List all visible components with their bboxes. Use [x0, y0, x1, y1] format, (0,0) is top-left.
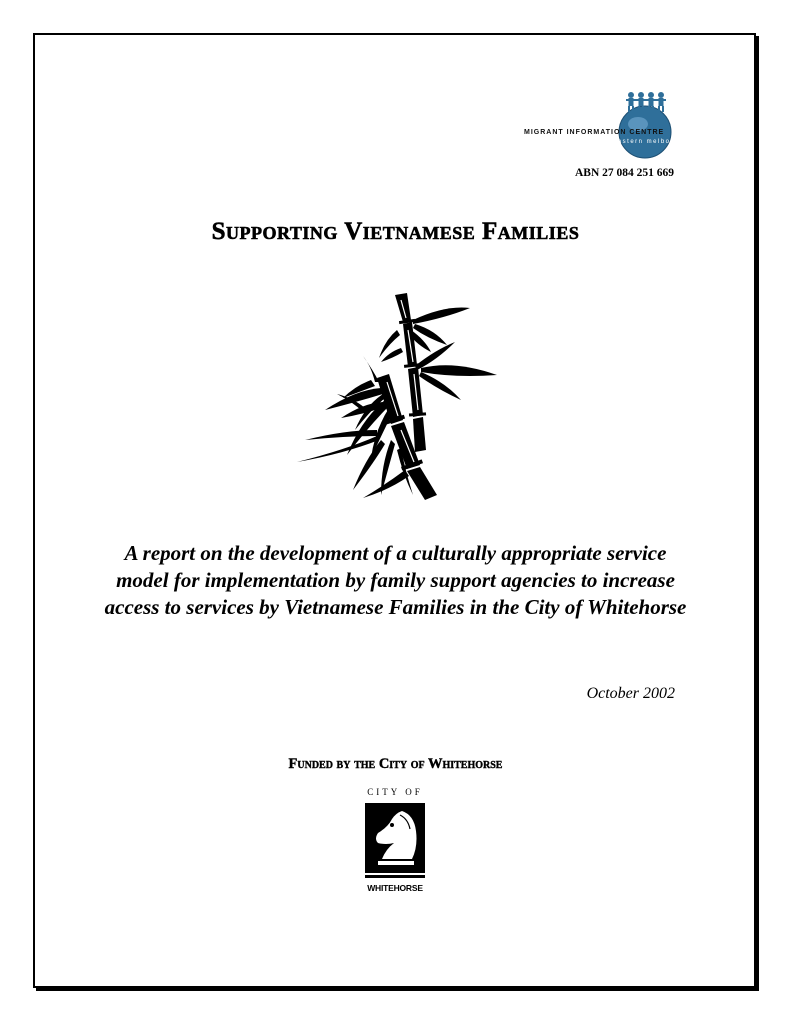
mic-logo-text: MIGRANT INFORMATION CENTRE: [524, 129, 665, 136]
logo-city-of-text: CITY OF: [367, 787, 423, 797]
document-subtitle: A report on the development of a culturally appropriate service model for implementation by family support agencies to increase access to services by Vietnamese Families in the City of Whitehorse: [104, 541, 687, 619]
logo-whitehorse-text: WHITEHORSE: [367, 883, 423, 893]
funded-by-line: Funded by the City of Whitehorse: [288, 756, 503, 772]
city-of-whitehorse-logo: [362, 787, 428, 897]
document-title: Supporting Vietnamese Families: [211, 218, 580, 245]
knight-chess-piece-icon: [362, 799, 428, 883]
abn-number: ABN 27 084 251 669: [574, 167, 674, 179]
migrant-information-centre-logo: [520, 88, 689, 166]
mic-logo-subtext: eastern melbourne: [613, 139, 689, 145]
bamboo-illustration: [285, 290, 505, 505]
document-date: October 2002: [586, 685, 675, 702]
